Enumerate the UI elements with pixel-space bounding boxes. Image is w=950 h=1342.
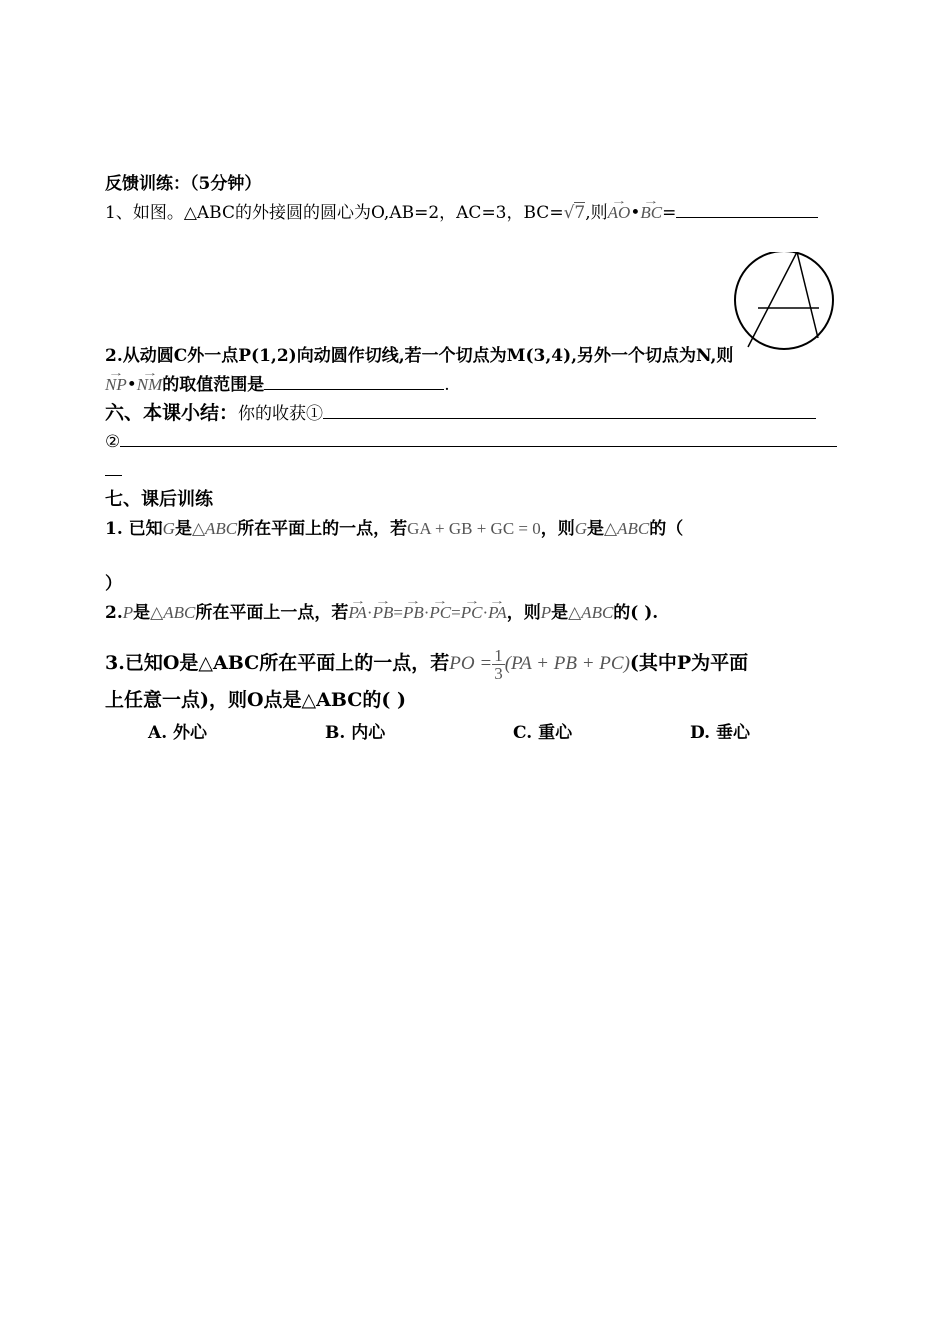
- vector-sum-equation: GA + GB + GC = 0: [407, 519, 541, 538]
- option-d: D. 垂心: [690, 723, 750, 743]
- summary-line-2: ②: [105, 431, 837, 453]
- option-a: A. 外心: [148, 723, 208, 743]
- summary-line: 六、本课小结：你的收获①: [105, 402, 816, 425]
- option-c: C. 重心: [513, 723, 573, 743]
- vector-np: → NP: [105, 374, 127, 396]
- homework-question-2: 2.P是△ABC所在平面上一点，若→ PA·→ PB=→ PB·→ PC=→ PC·→ PA，则P是△ABC的( ).: [105, 602, 658, 624]
- feedback-question-2-line2: → NP•→ NM的取值范围是 .: [105, 374, 450, 396]
- answer-blank: [676, 203, 818, 218]
- summary-line-3: [105, 460, 122, 482]
- feedback-heading: 反馈训练：（5分钟）: [105, 174, 262, 194]
- homework-question-3: 3.已知O是△ABC所在平面上的一点，若PO = $\frac{1}{3}$ (PA + PB + PC)(其中P为平面: [105, 645, 749, 683]
- homework-heading: 七、课后训练: [105, 489, 213, 510]
- summary-blank-1: [323, 404, 816, 419]
- vector-ao: → AO: [608, 202, 631, 224]
- fraction-one-third: $\frac{1}{3}$: [494, 645, 503, 683]
- sqrt-value: 7: [574, 203, 586, 223]
- vector-nm: → NM: [137, 374, 163, 396]
- feedback-question-1: 1、如图。△ABC的外接圆的圆心为O,AB=2，AC=3，BC=√7,则→ AO•→ BC=: [105, 202, 818, 224]
- homework-question-1-close: ）: [105, 574, 122, 594]
- homework-question-1: 1. 已知G是△ABC所在平面上的一点，若GA + GB + GC = 0，则G是△ABC的（: [105, 519, 684, 539]
- vector-bc: → BC: [640, 202, 662, 224]
- feedback-question-2-line1: 2.从动圆C外一点P(1,2)向动圆作切线,若一个切点为M(3,4),另外一个切点为N,则: [105, 346, 734, 366]
- option-b: B. 内心: [325, 723, 386, 743]
- answer-blank: [264, 375, 444, 390]
- circumcircle-figure: [731, 252, 839, 352]
- summary-blank-2: [120, 432, 837, 447]
- homework-question-3-line2: 上任意一点)，则O点是△ABC的( ): [105, 689, 407, 711]
